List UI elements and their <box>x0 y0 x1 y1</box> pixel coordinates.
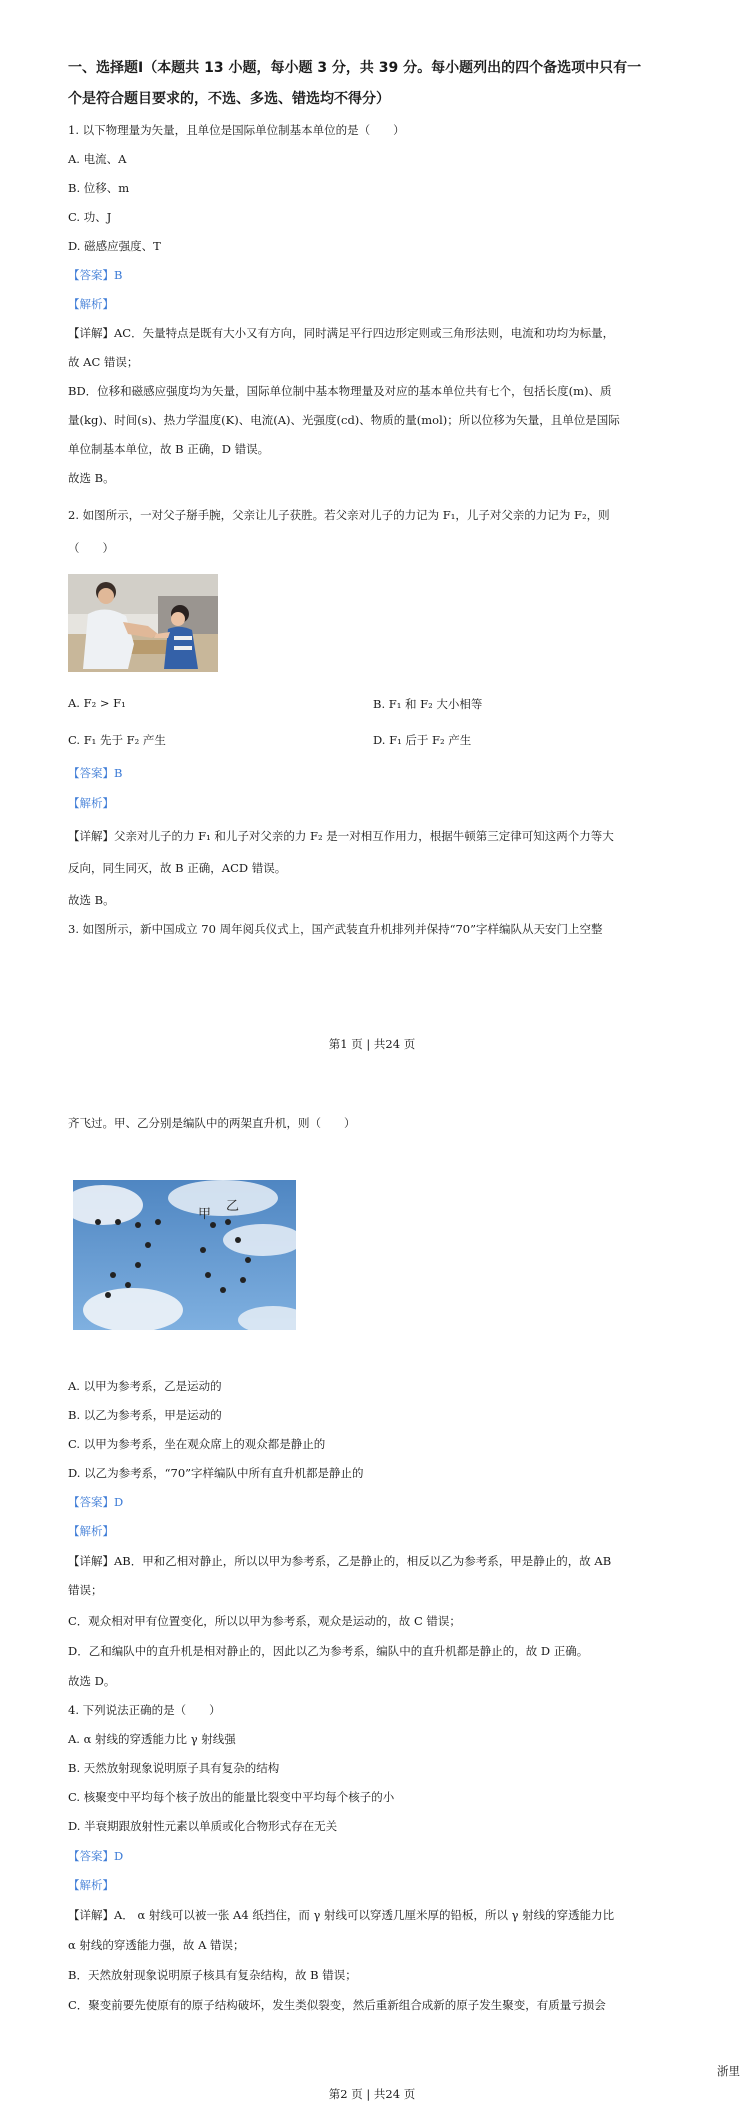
q2-option-c: C. F₁ 先于 F₂ 产生 <box>68 733 166 747</box>
label-jia: 甲 <box>198 1207 212 1222</box>
q4-option-d: D. 半衰期跟放射性元素以单质或化合物形式存在无关 <box>68 1819 338 1833</box>
corner-watermark-text: 浙里 <box>717 2064 740 2078</box>
q3-analysis-label: 【解析】 <box>68 1524 114 1538</box>
q3-option-c: C. 以甲为参考系，坐在观众席上的观众都是静止的 <box>68 1437 326 1451</box>
q2-option-a: A. F₂ > F₁ <box>68 696 126 710</box>
q2-detail-line: 【详解】父亲对儿子的力 F₁ 和儿子对父亲的力 F₂ 是一对相互作用力，根据牛顿第三定律可知这两个力等大 <box>68 829 614 843</box>
page-footer-1: 第1 页 | 共24 页 <box>328 1037 416 1051</box>
q2-detail-line: 故选 B。 <box>68 893 115 907</box>
q1-option-a: A. 电流、A <box>68 152 127 166</box>
q3-stem: 3. 如图所示，新中国成立 70 周年阅兵仪式上，国产武装直升机排列并保持“70”字样编队从天安门上空整 <box>68 922 603 936</box>
section-heading-line-1: 一、选择题Ⅰ（本题共 13 小题，每小题 3 分，共 39 分。每小题列出的四个备选项中只有一 <box>68 60 642 76</box>
q3-option-a: A. 以甲为参考系，乙是运动的 <box>68 1379 222 1393</box>
q1-detail-line: 单位制基本单位，故 B 正确，D 错误。 <box>68 442 270 456</box>
q3-option-d: D. 以乙为参考系，“70”字样编队中所有直升机都是静止的 <box>68 1466 364 1480</box>
page-footer-2: 第2 页 | 共24 页 <box>328 2087 416 2101</box>
q4-analysis-label: 【解析】 <box>68 1878 114 1892</box>
q1-answer: 【答案】B <box>68 268 123 282</box>
q3-detail-line: 错误； <box>68 1583 103 1597</box>
arm-wrestling-photo <box>68 574 218 672</box>
q1-option-d: D. 磁感应强度、T <box>68 239 161 253</box>
q2-stem: 2. 如图所示，一对父子掰手腕，父亲让儿子获胜。若父亲对儿子的力记为 F₁，儿子对父亲的力记为 F₂，则 <box>68 508 610 522</box>
q1-analysis-label: 【解析】 <box>68 297 114 311</box>
q2-option-d: D. F₁ 后于 F₂ 产生 <box>373 733 472 747</box>
q4-detail-line: C．聚变前要先使原有的原子结构破坏，发生类似裂变，然后重新组合成新的原子发生聚变，有质量亏损会 <box>68 1998 606 2012</box>
q4-detail-line: B．天然放射现象说明原子核具有复杂结构，故 B 错误； <box>68 1968 357 1982</box>
q2-answer: 【答案】B <box>68 766 123 780</box>
label-yi: 乙 <box>226 1199 240 1214</box>
q1-stem: 1. 以下物理量为矢量，且单位是国际单位制基本单位的是（ ） <box>68 123 405 137</box>
q1-detail-line: 故选 B。 <box>68 471 115 485</box>
section-heading-line-2: 个是符合题目要求的，不选、多选、错选均不得分） <box>68 91 390 107</box>
q4-detail-line: 【详解】A． α 射线可以被一张 A4 纸挡住，而 γ 射线可以穿透几厘米厚的铅板，所以 γ 射线的穿透能力比 <box>68 1908 615 1922</box>
q2-option-b: B. F₁ 和 F₂ 大小相等 <box>373 697 483 711</box>
q4-detail-line: α 射线的穿透能力强，故 A 错误； <box>68 1938 245 1952</box>
q3-detail-line: 故选 D。 <box>68 1674 116 1688</box>
q3-stem-cont: 齐飞过。甲、乙分别是编队中的两架直升机，则（ ） <box>68 1116 356 1130</box>
q3-answer: 【答案】D <box>68 1495 124 1509</box>
q3-detail-line: C．观众相对甲有位置变化，所以以甲为参考系，观众是运动的，故 C 错误； <box>68 1614 461 1628</box>
q1-detail-line: 量(kg)、时间(s)、热力学温度(K)、电流(A)、光强度(cd)、物质的量(mol)；所以位移为矢量，且单位是国际 <box>68 413 620 427</box>
q1-detail-line: 【详解】AC．矢量特点是既有大小又有方向，同时满足平行四边形定则或三角形法则，电流和功均为标量， <box>68 326 615 340</box>
q1-option-b: B. 位移、m <box>68 181 130 195</box>
q1-detail-line: BD．位移和磁感应强度均为矢量，国际单位制中基本物理量及对应的基本单位共有七个，包括长度(m)、质 <box>68 384 612 398</box>
q4-option-c: C. 核聚变中平均每个核子放出的能量比裂变中平均每个核子的小 <box>68 1790 395 1804</box>
q1-option-c: C. 功、J <box>68 210 112 224</box>
q1-detail-line: 故 AC 错误； <box>68 355 139 369</box>
q3-option-b: B. 以乙为参考系，甲是运动的 <box>68 1408 222 1422</box>
q4-option-b: B. 天然放射现象说明原子具有复杂的结构 <box>68 1761 280 1775</box>
q3-detail-line: 【详解】AB．甲和乙相对静止，所以以甲为参考系，乙是静止的，相反以乙为参考系，甲是静止的，故 AB <box>68 1554 612 1568</box>
q2-analysis-label: 【解析】 <box>68 796 114 810</box>
q4-answer: 【答案】D <box>68 1849 124 1863</box>
helicopter-formation-photo <box>73 1180 296 1330</box>
q2-detail-line: 反向，同生同灭，故 B 正确，ACD 错误。 <box>68 861 287 875</box>
q4-stem: 4. 下列说法正确的是（ ） <box>68 1703 221 1717</box>
q4-option-a: A. α 射线的穿透能力比 γ 射线强 <box>68 1732 236 1746</box>
q2-stem-cont: （ ） <box>68 541 114 555</box>
q3-detail-line: D．乙和编队中的直升机是相对静止的，因此以乙为参考系，编队中的直升机都是静止的，故 D 正确。 <box>68 1644 589 1658</box>
